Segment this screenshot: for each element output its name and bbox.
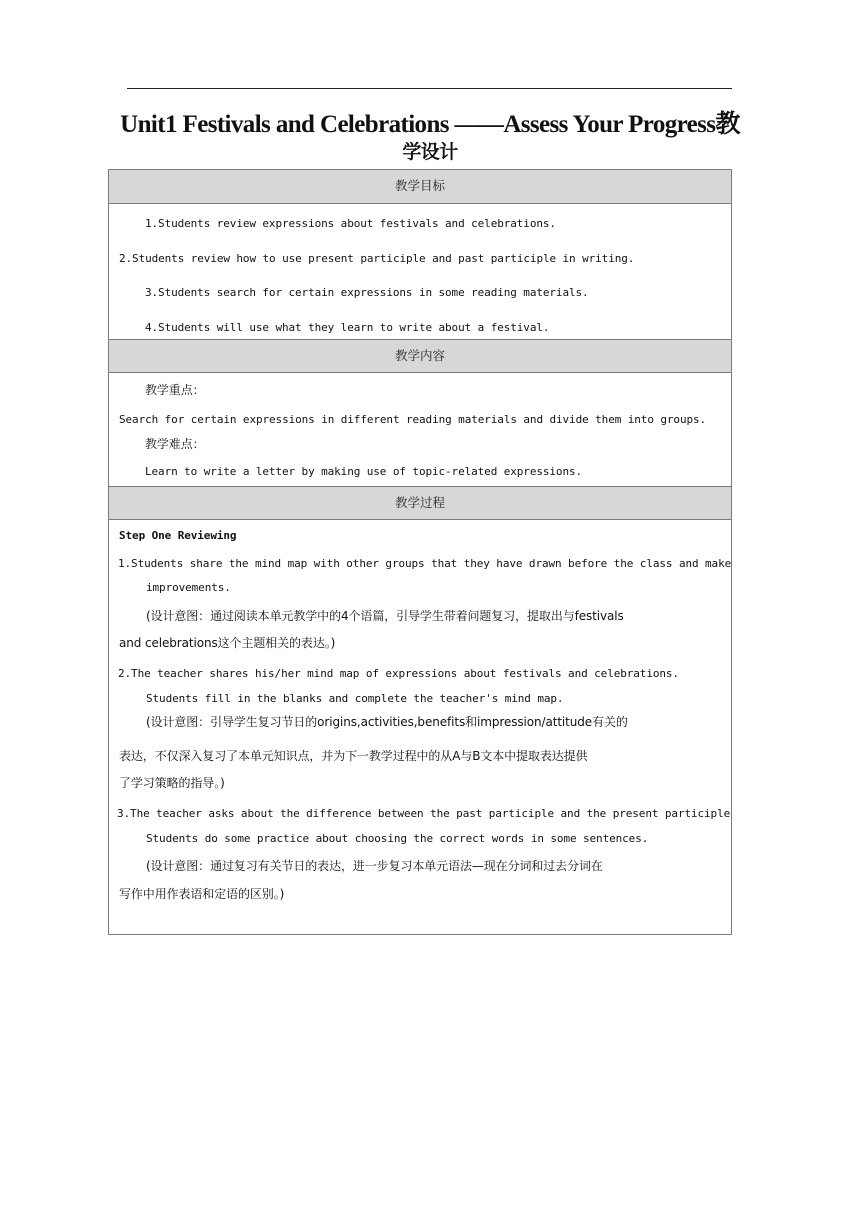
difficult-points-text: Learn to write a letter by making use of topic-related expressions. — [145, 465, 583, 478]
difficult-points-label: 教学难点： — [145, 437, 205, 451]
header-rule — [127, 88, 732, 89]
design-intent-note: 了学习策略的指导。) — [119, 776, 225, 790]
objective-item: 2.Students review how to use present participle and past participle in writing. — [119, 252, 635, 265]
step-title: Step One Reviewing — [119, 529, 237, 542]
design-intent-note: (设计意图：通过阅读本单元教学中的4个语篇，引导学生带着问题复习，提取出与festivals — [146, 609, 624, 623]
lesson-plan-table — [108, 169, 732, 935]
title-line-2: 学设计 — [402, 142, 458, 163]
process-text: improvements. — [146, 581, 231, 594]
design-intent-note: and celebrations这个主题相关的表达。) — [119, 636, 336, 650]
content-header: 教学内容 — [109, 339, 731, 373]
process-text: 2.The teacher shares his/her mind map of expressions about festivals and celebrations. — [118, 667, 679, 680]
process-text: Students do some practice about choosing the correct words in some sentences. — [146, 832, 649, 845]
objectives-header: 教学目标 — [109, 170, 731, 204]
process-text: 1.Students share the mind map with other groups that they have drawn before the class and make — [118, 557, 732, 570]
design-intent-note: 表达，不仅深入复习了本单元知识点，并为下一教学过程中的从A与B文本中提取表达提供 — [119, 749, 588, 763]
design-intent-note: (设计意图：引导学生复习节日的origins,activities,benefits和impression/attitude有关的 — [146, 715, 628, 729]
key-points-label: 教学重点： — [145, 383, 205, 397]
document-title — [100, 110, 760, 166]
key-points-text: Search for certain expressions in different reading materials and divide them into groups. — [119, 413, 707, 426]
design-intent-note: (设计意图：通过复习有关节日的表达，进一步复习本单元语法—现在分词和过去分词在 — [146, 859, 603, 873]
process-header: 教学过程 — [109, 486, 731, 520]
objective-item: 4.Students will use what they learn to write about a festival. — [145, 321, 550, 334]
design-intent-note: 写作中用作表语和定语的区别。) — [119, 887, 285, 901]
objective-item: 1.Students review expressions about festivals and celebrations. — [145, 217, 556, 230]
title-line-1: Unit1 Festivals and Celebrations ——Assess Your Progress教 — [120, 111, 740, 138]
process-text: 3.The teacher asks about the difference between the past participle and the present participle — [117, 807, 731, 820]
process-text: Students fill in the blanks and complete the teacher's mind map. — [146, 692, 564, 705]
objective-item: 3.Students search for certain expressions in some reading materials. — [145, 286, 589, 299]
